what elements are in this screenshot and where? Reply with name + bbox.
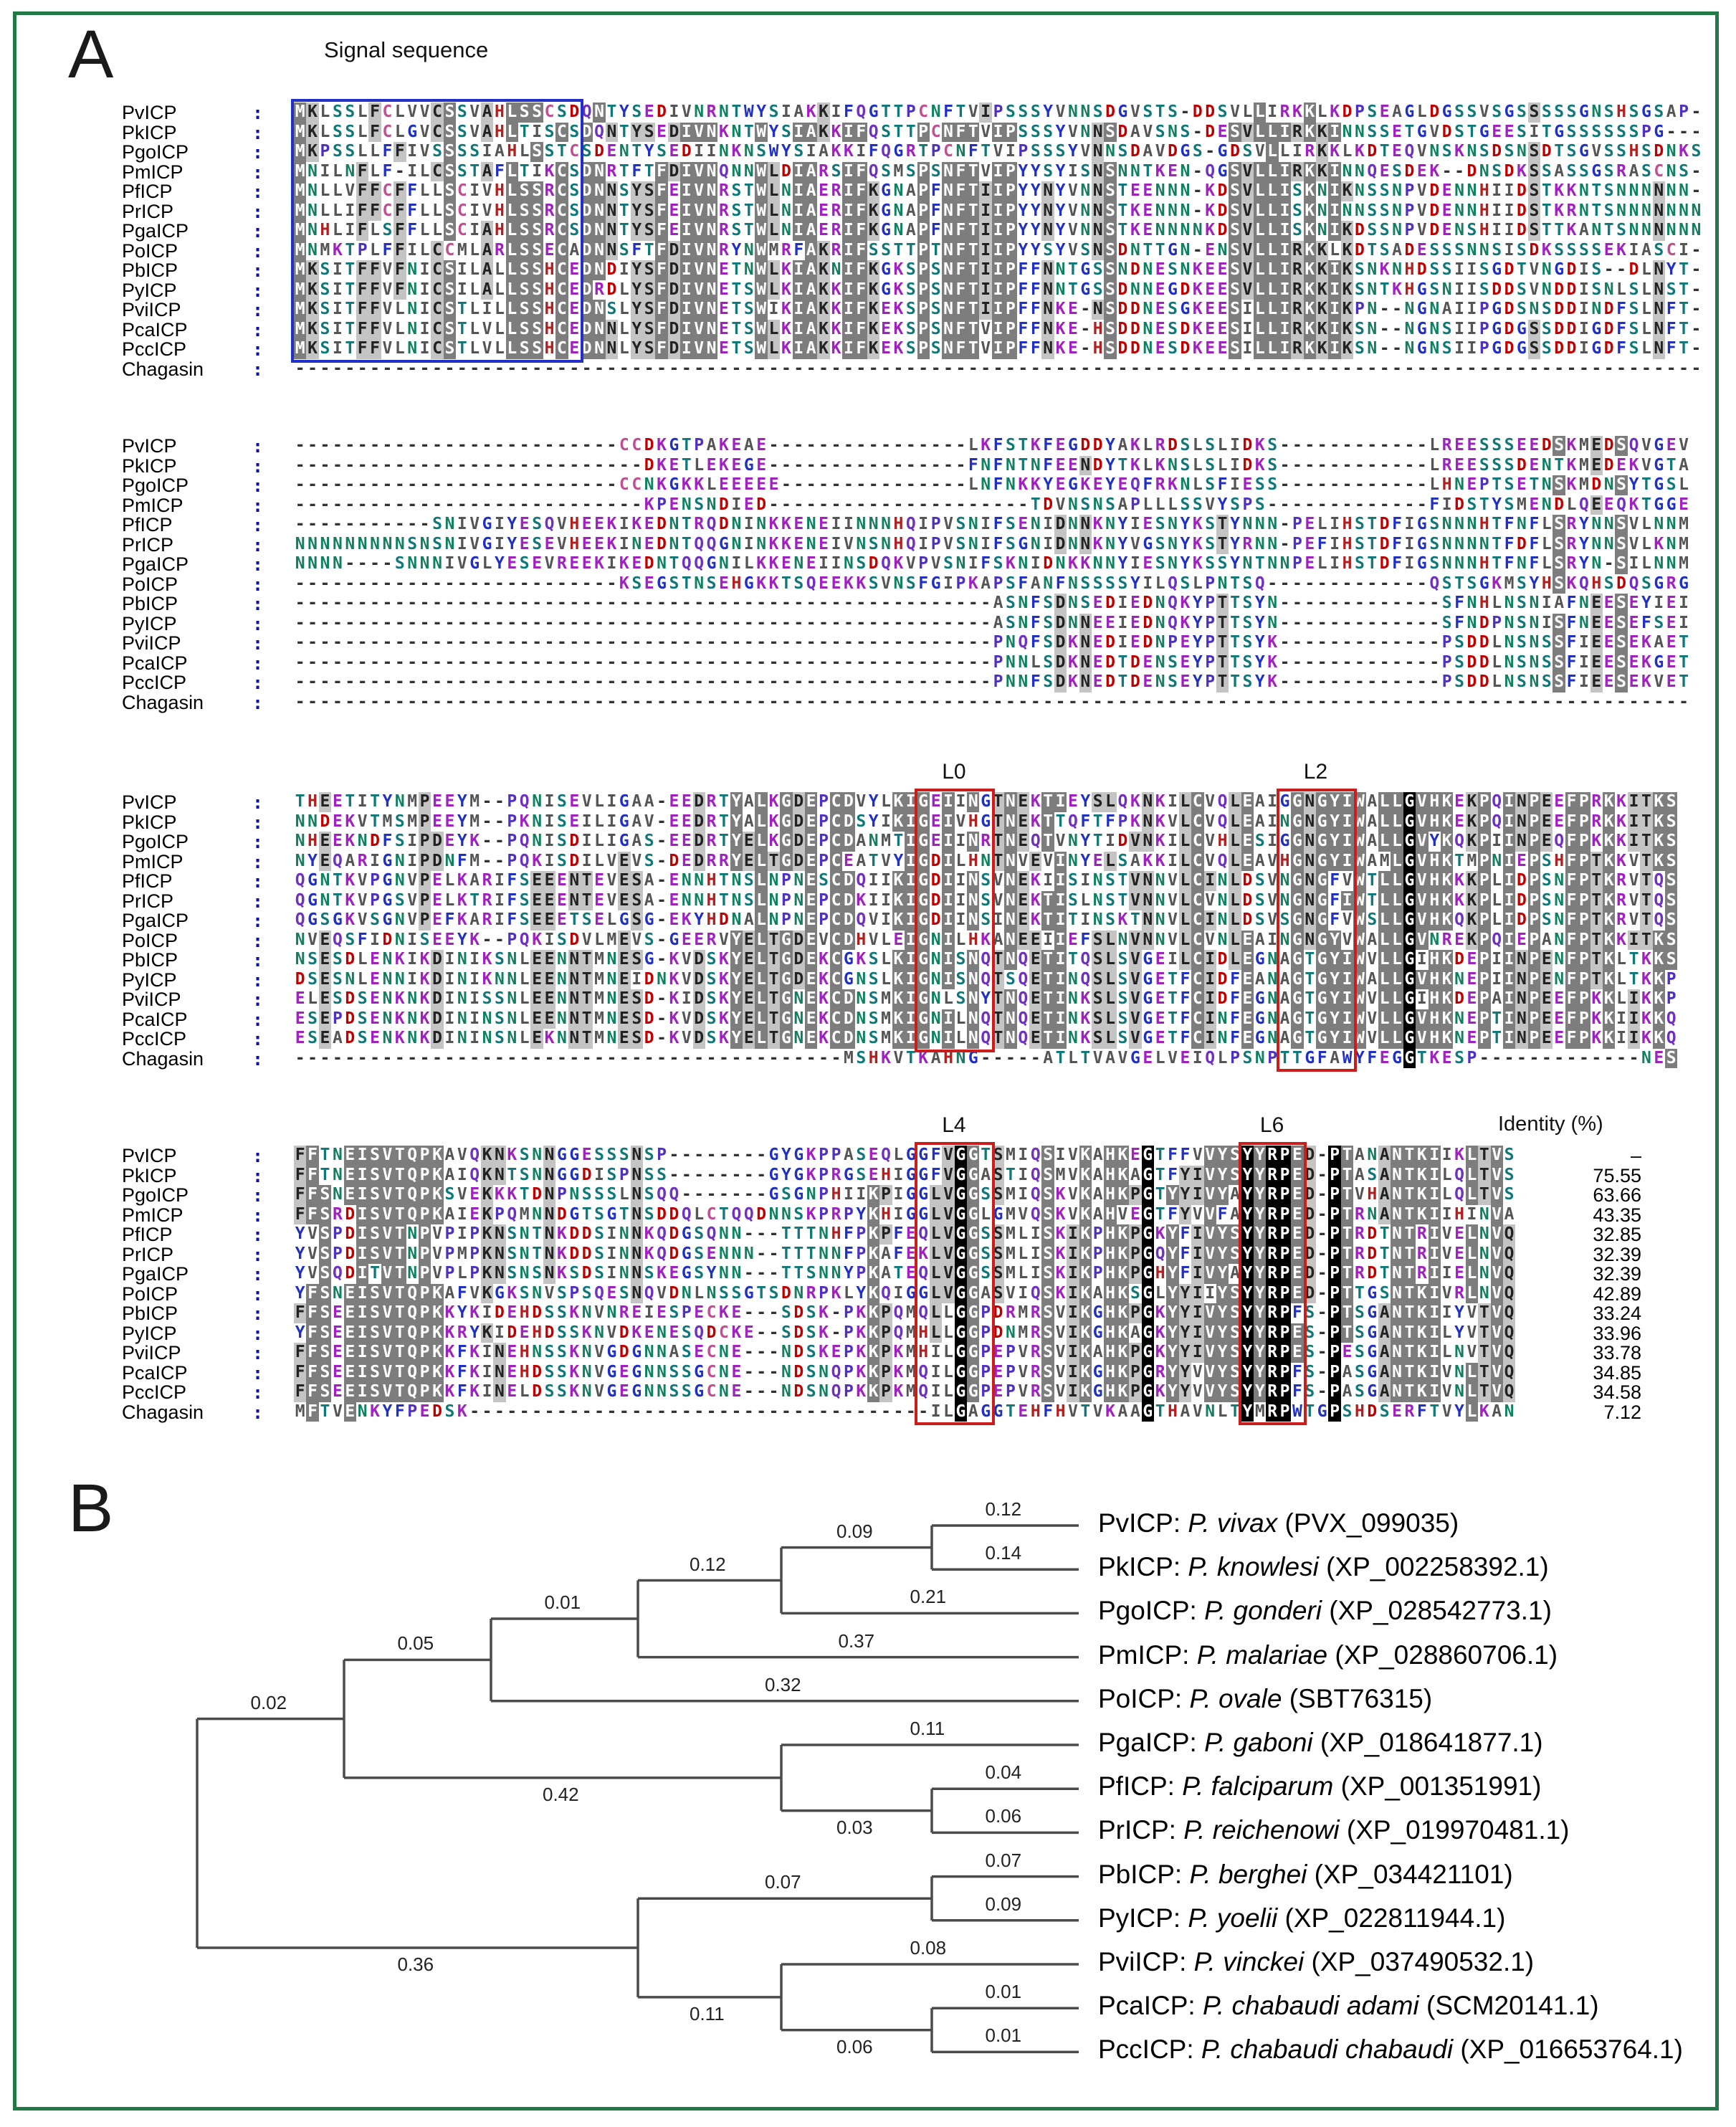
panel-b-letter: B [68,1470,114,1546]
leaf-id: PoICP: [1098,1683,1190,1713]
alignment-row-label: PkICP [122,455,177,477]
branch-length-label: 0.07 [985,1849,1022,1871]
alignment-row-label: PfICP [122,181,173,202]
identity-value: – [1630,1145,1641,1166]
identity-value: 33.96 [1593,1322,1641,1344]
L6-box [1239,1142,1307,1425]
alignment-row: - - - - - - - - - - - - - - - - - - - - - - - - - - - - - - - - - - - - - - - - - - - - M S H K V T K A H N G - - - - - A T L T V A V G E L V E I Q L P S N P T T G F A W Y F E G G T K E S P - - - - - - - - - - - - - N E S [295,1048,1677,1067]
alignment-row-label: PoICP [122,1283,178,1305]
row-colon: : [252,594,264,614]
alignment-row-label: PbICP [122,1303,178,1324]
alignment-row-label: PccICP [122,1028,187,1050]
branch-length-label: 0.11 [690,2002,725,2024]
branch-length-label: 0.08 [910,1937,947,1959]
row-colon: : [252,613,264,634]
alignment-row: Q G S G K V S G N V P E F K A R I F S E E E T S E L G S G - E K Y H D N A L N P N E P C D Q V I K I G D I I N S I N E K T I T I N S K T N N V L C I N L D S V S G N G F V W S L L G V H K Q K P L I D P S N F P T K R V T Q S [295,910,1677,929]
alignment-row: E S E P D S E N K N K D I N I N S N L E E N N T M N E S D - K V D S K Y E L T G N E K C D N S M K I G N I L N Q T N Q E T I N K S L S V G E T F C I N F E G N A G T G Y I W V L L G V H K N E P T I N P E E F P K K I I K K Q [295,1009,1677,1028]
tree-leaf-label [1098,1596,1552,1626]
row-colon: : [252,672,264,693]
alignment-row: - - - - - - - - - - - - - - - - - - - - - - - - - - C C D K G T P A K E A E - - - - - - - - - - - - - - - - L K F S T K F E G D D Y A K L R D S L S L I D K S - - - - - - - - - - - - L R E E S S S E E D S K M E D S Q V G E V [295,436,1689,455]
row-colon: : [252,495,264,516]
alignment-row-label: PmICP [122,161,183,183]
identity-value: 75.55 [1593,1164,1641,1186]
identity-value: 32.39 [1593,1243,1641,1265]
row-colon: : [252,221,264,242]
tree-leaf-label [1098,1815,1570,1845]
row-colon: : [252,1303,264,1324]
leaf-id: PfICP: [1098,1771,1183,1802]
alignment-row-label: Chagasin [122,691,204,713]
row-colon: : [252,1185,264,1206]
alignment-row: Y V S Q D I T V T N P V P L P K N S N S N K S D S I N N S K E G S Y N N - - - T T S N N Y P K A T E Q L V G G S S M L I S K I K P H K P G H Y F I V Y A Y Y R P E D - P T R D T N T R I I E L N V Q [295,1264,1515,1283]
alignment-row-label: PviICP [122,989,181,1010]
alignment-row-label: PviICP [122,632,181,654]
alignment-row: N Y E Q A R I G N I P D N F M - - P Q K I S D I L V E V S - D E D R R Y E L T G D E P C E A T V Y I G D I L H N T N V E V I N Y E L S A K K I L C V Q L E A V H G N G Y I W A M L G V H K T M P N I E P S H F P T K K V T K S [295,851,1677,870]
identity-value: 32.85 [1593,1224,1641,1245]
alignment-row: E S E A D S E N K N K D I N I N S N L E K N N T M N E S D - K V D S K Y E L T G N E K C D N S M K I G N I L N Q T N Q E T I N K S L S V G E T F C I N F E G N A G T G Y I W V L L G V H K N E P T I N P E E F P K K I I K K Q [295,1029,1677,1047]
leaf-species: P. yoelii [1188,1903,1278,1933]
identity-value: 33.24 [1593,1303,1641,1324]
row-colon: : [252,851,264,872]
row-colon: : [252,515,264,536]
leaf-accession: (XP_016653764.1) [1453,2035,1683,2065]
row-colon: : [252,1224,264,1245]
leaf-accession: (XP_019970481.1) [1339,1815,1570,1845]
tree-leaf-label [1098,2035,1683,2065]
row-colon: : [252,1146,264,1166]
branch-length-label: 0.01 [985,1981,1022,2003]
signal-sequence-label: Signal sequence [324,37,489,62]
leaf-id: PcaICP: [1098,1991,1203,2021]
alignment-row: D S E S N L E N N I K D I N I K N N L E E N N T M N E I D N K V D S K Y E L T G D E K C G N S L K I G N I S N Q T S Q E T I N Q S L S V G E T F C I D F E A N A G T G Y I W A L L G V H K N E P I I N P E N F P T K L T K K P [295,969,1677,989]
L0-box [915,789,995,1052]
branch-length-label: 0.01 [544,1591,581,1614]
leaf-id: PkICP: [1098,1552,1188,1582]
L0-box-label: L0 [942,760,966,784]
row-colon: : [252,122,264,143]
row-colon: : [252,812,264,833]
alignment-row-label: PcaICP [122,1361,188,1384]
row-colon: : [252,692,264,713]
alignment-row-label: PvICP [122,435,177,457]
row-colon: : [252,633,264,654]
leaf-id: PccICP: [1098,2035,1201,2065]
leaf-species: P. gonderi [1204,1596,1322,1626]
alignment-row: - - - - - - - - - - - - - - - - - - - - - - - - - - C C N K G K K L E E E E E - - - - - - - - - - - - - - - L N F N K K Y E G K E Y E Q F R K N L S F I E S S - - - - - - - - - - - - L H N E P T S E T N S K M D N S Y T G S L [295,475,1689,494]
alignment-row: M K S I T F F V L N I C S T L V L L S S H C E D N N L Y S F D I V N E T S W L K I A K K I F K E K S P S N F T V I P F F N K E - H S D D N E S D K E E S I L L I R K K I K S N - - N G N S I I P G D G S S D D I G D F S L N F T - [295,319,1702,338]
alignment-row: N V E Q S F I D N I S E E Y K - - P Q K I S D V L M E V S - G E E R V Y E L T G D E V C D H V L E I G N I L H K A N E E I I E F S L N V N N V L C V N L E A I N G N G Y V W A L L G V N R E K P Q I E P A N F P T K K I T K S [295,930,1677,949]
alignment-row: - - - - - - - - - - - - - - - - - - - - - - - - - - - - - - - - - - - - - - - - - - - - - - - - - - - - - - - - A S N F S D N S E D I E D N Q K Y P T T S Y N - - - - - - - - - - - - - S F N H L N S N I A F N E E S E Y I E I [295,594,1689,612]
row-colon: : [252,910,264,931]
alignment-row: F F T N E I S V T Q P K A V Q K N K S N N G G E S S S N S P - - - - - - - - G Y G K P P A S E Q L G G F V G G T S M I Q S I V K A H K E G T F F V V Y S Y Y R P E D - P T A N A N T K I I K L T V S [295,1146,1515,1164]
row-colon: : [252,319,264,341]
row-colon: : [252,930,264,951]
alignment-row: M K L S S L F C L V V C S S V A H L S S C S D Q N T Y S E D I V N R N T W Y S I A K K I F Q G T T P C N F T V I P S S S Y V N N S D G V S T S - D D S V L L I R K K L K D P S E A G L D G S S V S G S S S S S G N S H S G S A P - [295,103,1702,121]
row-colon: : [252,436,264,457]
row-colon: : [252,574,264,595]
alignment-row: - - - - - - - - - - - S N I V G I Y E S Q V H E E K I K E D N T R Q D N I N K K E N E I I N N N H Q I P V S N I F S E N I D N N K N Y I E S N Y K S T Y N N N - P E L I H S T D F I G S N N N H T F N F L S R Y N N S V L N N M [295,515,1689,533]
alignment-row: - - - - - - - - - - - - - - - - - - - - - - - - - - - - - - - - - - - - - - - - - - - - - - - - - - - - - - - - - - - - - - - - - - - - - - - - - - - - - - - - - - - - - - - - - - - - - - - - - - - - - - - - - - - - - - - - - [295,358,1702,378]
alignment-row: Y V S P D I S V T N P V P I P K N S N T N K D D S I N N K Q D G S Q N N - - - T T T N H F P K P F E Q L V G G S S M L I S K I K P H K P G K Y F I V Y S Y Y R P E D - P T R D T N T R I V E L N V Q [295,1224,1515,1243]
alignment-row-label: PgaICP [122,220,189,242]
alignment-row: N N D E K V T M S M P E E Y M - - P K N I S E I L I G A V - E E D R T Y A L K G D E P C D S Y I K I G E I V H G T N E K T T Q F T F P K N K V L C V Q L E A I N G N G Y I W A L L G V H K E K P Q I N P E E F P R K K I T K S [295,812,1677,831]
row-colon: : [252,1343,264,1364]
branch-length-label: 0.09 [836,1520,873,1542]
alignment-row-label: PcaICP [122,318,188,341]
alignment-row: - - - - - - - - - - - - - - - - - - - - - - - - - - - - - - - - - - - - - - - - - - - - - - - - - - - - - - - - A S N F S D N N E E I E D N Q K Y P T T S Y N - - - - - - - - - - - - - S F N D P N S N I S F N E E S E F S E I [295,613,1689,632]
alignment-row-label: PyICP [122,969,177,991]
alignment-row: M N L L V F F C F F L L S C I V H L S S R C S D N N S Y S F E I V N R S T W L N I A E R I F K G N A P F N F T I I P Y Y N Y V N N S T E E N N N - K D S V L L I S K N I K N S S N P V D E N N H I I D S T K K N T S N N N N N N - [295,181,1702,200]
identity-value: 33.78 [1593,1342,1641,1364]
identity-value: 32.39 [1593,1263,1641,1285]
branch-length-label: 0.42 [543,1783,579,1805]
branch-length-label: 0.12 [690,1553,726,1575]
branch-length-label: 0.02 [250,1691,287,1713]
alignment-row-label: Chagasin [122,1401,204,1423]
tree-leaf-label [1098,1508,1459,1538]
row-colon: : [252,832,264,852]
branch-length-label: 0.14 [985,1542,1022,1564]
row-colon: : [252,181,264,202]
alignment-row: M K P S S L L F F I V S S S S I A H L S S T C S D E N T Y S E D I I N K N S W Y S I A K K I F Q G R T P C N F T V I P S S S Y V N N S D A V D G S - G D S V L L I R K K L K D T E Q V N S K N S D S N S D T S G V S S H S D N K S [295,142,1702,161]
alignment-row: Y F S N E I S V T Q P K A F V K G K S N V S P S Q E S N Q V D N L N S S G T S D N R P K L Y K Q I G G L V G G A S V I Q S K I K A H K S G L Y Y I I Y S Y Y R P E D - P T T G S N T K I V R L N V Q [295,1283,1515,1303]
alignment-row: F F S E E I S V T Q P K K Y K I D E H D S S K N V N R E I E S P E C K E - - - S D S K - P K K P Q M Q L L G G P D R M R S V I K G H K P G K Y Y I V Y S Y Y R P F S - P T S G A N T K I I Y V T V Q [295,1303,1515,1322]
row-colon: : [252,103,264,123]
leaf-species: P. vinckei [1193,1947,1305,1976]
branch-length-label: 0.07 [765,1871,801,1893]
leaf-id: PyICP: [1098,1903,1188,1933]
alignment-row-label: PgaICP [122,1263,189,1285]
row-colon: : [252,890,264,912]
alignment-row-label: PccICP [122,672,187,693]
identity-value: 34.58 [1593,1381,1641,1403]
alignment-row: M K S I T F F V F N I C S I L A L L S S H C E D N D I Y S F D I V N E T N W L K I A K N I F K G K S P S N F T I I P F F N N T G S S N D N E S N K E E S V L L I R K K I K S N K N H D S S I I S G D T V N G D I S - - D L N Y T - [295,260,1702,279]
alignment-row-label: PbICP [122,949,178,971]
alignment-row-label: PfICP [122,514,173,536]
alignment-row: F F S E E I S V T Q P K K F K I N E H N S S K N V G D G N N A S E C N E - - - N D S K E P K K P K M H I L G G P E P V R S V I K A H K P G K Y Y I V Y S Y Y R P E S - P E S G A N T K I L N V T V Q [295,1343,1515,1361]
alignment-row: - - - - - - - - - - - - - - - - - - - - - - - - - - - - - - - - - - - - - - - - - - - - - - - - - - - - - - - - P N Q F S D K N E D I E D N P E Y P T T S Y K - - - - - - - - - - - - - P S D D L N S N S S F I E E S E K A E T [295,633,1689,652]
L4-box [915,1142,995,1425]
identity-value: 43.35 [1593,1204,1641,1226]
alignment-row-label: PkICP [122,1164,177,1186]
branch-length-label: 0.37 [838,1629,875,1652]
row-colon: : [252,534,264,556]
alignment-row: - - - - - - - - - - - - - - - - - - - - - - - - - - - - - - - - - - - - - - - - - - - - - - - - - - - - - - - - P N N L S D K N E D T D E N S E Y P T T S Y K - - - - - - - - - - - - - P S D D L N S N S S F I E E S E K G E T [295,652,1689,672]
alignment-row: Y F S E E I S V T Q P K K R Y K I D E H D S S K N V D K E N E S Q D C K E - - S D S K - P K K P Q M H L L G G P D N M R S V I K G H K A G K Y Y I V Y S Y Y R P E S - P T S G A N T K I L Y V T V Q [295,1323,1515,1342]
branch-length-label: 0.04 [985,1761,1022,1784]
alignment-row-label: PvICP [122,791,177,813]
alignment-row-label: PgoICP [122,475,189,496]
tree-leaf-label [1098,1640,1558,1670]
row-colon: : [252,1029,264,1050]
leaf-species: P. chabaudi adami [1203,1991,1419,2021]
alignment-row-label: PyICP [122,612,177,634]
alignment-row: M K L S S L F C L G V C S S V A H L T I S C S D Q N T Y S E D I V N K N T W Y S I A K K I F Q S T T P C N F T V I P S S S Y V N N S D A V S N S - D E S V L L I R K K I N N S S E T G V D S T G E E S I T G S S S S S S P G - - - [295,122,1702,141]
leaf-id: PvICP: [1098,1508,1188,1538]
branch-length-label: 0.06 [836,2035,873,2057]
alignment-row-label: Chagasin [122,1047,204,1070]
alignment-row: - - - - - - - - - - - - - - - - - - - - - - - - - - - - - - - - - - - - - - - - - - - - - - - - - - - - - - - - - - - - - - - - - - - - - - - - - - - - - - - - - - - - - - - - - - - - - - - - - - - - - - - - - - - - - - - - [295,692,1689,711]
leaf-species: P. malariae [1196,1640,1328,1670]
branch-length-label: 0.05 [397,1632,434,1655]
branch-length-label: 0.11 [910,1718,945,1739]
alignment-row-label: PkICP [122,811,177,833]
alignment-row-label: PrICP [122,200,174,222]
alignment-row: M N I L N F L F - I L C S S T A F L T I K C S D N R T F T F D I V N Q N N W L D I A R S I F Q S M S P S N F T V I P Y Y S Y I S N S N N T K E N - Q G S V L L I R K K I N N Q E S D E K - - D N S D K S S A S S G S R A S C N S - [295,161,1702,181]
leaf-accession: (SCM20141.1) [1418,1991,1599,2021]
row-colon: : [252,240,264,262]
row-colon: : [252,554,264,575]
row-colon: : [252,1323,264,1344]
alignment-row-label: PcaICP [122,1008,188,1030]
identity-value: 34.85 [1593,1361,1641,1384]
row-colon: : [252,300,264,320]
row-colon: : [252,989,264,1010]
leaf-species: P. gaboni [1204,1728,1313,1757]
alignment-row-label: PyICP [122,279,177,301]
alignment-row: N S E S D L E N K I K D I N I K S N L E E N N T M N E S G - K V D S K Y E L T G D E K C G K S L K I G N I S N Q T N Q E T I T Q S L S V G E I L C I D L E G N A G T G Y I W V L L G I H K D E P I I N P E N F P T K L T K K S [295,950,1677,969]
row-colon: : [252,358,264,380]
L4-box-label: L4 [942,1113,966,1137]
tree-leaf-label [1098,1991,1599,2021]
alignment-row: E L E S D S E N K N K D I N I S S N L E E N N T M N E S D - K I D S K Y E L T G N E K C D N S M K I G N L S N Y T N Q E T I N K S L S V G E T F C I D F E G N A G T G Y I W V L L G I H K D E P A I N P E E F P K K L I K K P [295,989,1677,1008]
alignment-row: M F T V E N K Y F P E D S K - - - - - - - - - - - - - - - - - - - - - - - - - - - - - - - - - - - - - I L G A G G T E H F H V T V K A A G T H A V N L T Y M R P W T G P S H D S E R F T V Y L K A N [295,1402,1515,1421]
tree-leaf-label [1098,1684,1432,1714]
branch-length-label: 0.09 [985,1893,1022,1915]
leaf-id: PgoICP: [1098,1596,1205,1626]
row-colon: : [252,1165,264,1186]
row-colon: : [252,1382,264,1403]
alignment-row-label: PbICP [122,260,178,281]
row-colon: : [252,1009,264,1030]
branch-length-label: 0.32 [765,1673,801,1695]
row-colon: : [252,201,264,222]
alignment-row: N N N N - - - - S N N N I V G L Y E S E V R E E K I K E D N T Q Q G N I L K K E N E I I N S D Q K V P V S N I F S K N I D N K K N N Y I E S N Y K S S Y N T N N P E L I H S T D F I G S N N N H T F N F L S R Y N - S I L N N M [295,554,1689,573]
alignment-row-label: PcaICP [122,652,188,674]
row-colon: : [252,950,264,971]
alignment-row: F F S N E I S V T Q P K S V E K K K T D N P N S S S L N S Q Q - - - - - - - G S G N P H I I K P I G G L V G G S S M I Q S K V K A H K P G T Y Y I V Y A Y Y R P E D - P T V H A N T K I L Q L T V S [295,1185,1515,1204]
tree-leaf-label [1098,1771,1541,1802]
alignment-row-label: PccICP [122,1381,187,1403]
alignment-row-label: PyICP [122,1322,177,1344]
alignment-row-label: PrICP [122,1243,174,1265]
leaf-accession: (PVX_099035) [1277,1508,1459,1538]
alignment-row-label: PccICP [122,338,187,360]
row-colon: : [252,1048,264,1070]
alignment-row: F F S E E I S V T Q P K K F K I N E H D S S K N V G E G N N S S G C N E - - - N D S N Q P K K P K M Q I L G G P E P V R S V I K G H K P G R Y Y V V Y S Y Y R P F S - P A S G A N T K I V N L T V Q [295,1362,1515,1381]
alignment-row: - - - - - - - - - - - - - - - - - - - - - - - - - - - - K P E N S N D I E D - - - - - - - - - - - - - - - - - - - - - T D V N S N S A P L L L S S V Y S P S - - - - - - - - - - - - - F I D S T Y S M E N D L Q E E Q K T G G E [295,495,1689,514]
leaf-accession: (XP_028860706.1) [1327,1640,1558,1670]
alignment-row: F F S E E I S V T Q P K K F K I N E L D S S K N V G E G N N S S G C N E - - - N D S N Q P K K P K M Q I L G G P E P V R S V I K G H K P G K Y Y V V Y S Y Y R P F S - P A S G A N T K I V N L T V Q [295,1382,1515,1401]
alignment-row-label: PoICP [122,573,178,595]
row-colon: : [252,260,264,281]
row-colon: : [252,280,264,301]
alignment-row-label: PgoICP [122,141,189,163]
alignment-row: N N N N N N N N N S N S N I V G I Y E S E V H E E K I N E D N T Q Q G N I N K K E N E I V N S N H Q I P V S N I F S G N I D N N K N Y V G S N Y K S T Y R N N - P E F I H S T D F I G S N N N N T F D F L S R Y N N S V L K N M [295,534,1689,553]
leaf-id: PviICP: [1098,1947,1194,1976]
leaf-species: P. knowlesi [1188,1552,1319,1582]
alignment-row-label: PvICP [122,102,177,123]
L6-box-label: L6 [1259,1113,1284,1137]
alignment-row: N H E E K N D F S I P D E Y K - - P Q N I S D I L I G A S - E E D R T Y E L K G D E P C D A N M T I G E I I N R T N E Q T V N Y T I D V N K I L C V H L E S I G G N G Y I W A L L G V Y K Q K P I I N P E Q F P K K K I T K S [295,832,1677,850]
alignment-row-label: PviICP [122,299,181,320]
L2-box-label: L2 [1303,760,1328,784]
alignment-row-label: PkICP [122,121,177,143]
leaf-accession: (SBT76315) [1282,1683,1433,1713]
tree-leaf-label [1098,1947,1534,1977]
alignment-row-label: PbICP [122,593,178,614]
row-colon: : [252,161,264,183]
identity-value: 63.66 [1593,1184,1641,1206]
alignment-row-label: Chagasin [122,358,204,380]
leaf-accession: (XP_002258392.1) [1318,1552,1549,1582]
alignment-row-label: PoICP [122,929,178,951]
alignment-row-label: PgoICP [122,831,189,852]
alignment-row-label: PfICP [122,870,173,892]
alignment-row-label: PmICP [122,1204,183,1226]
leaf-accession: (XP_018641877.1) [1312,1728,1543,1757]
tree-leaf-label [1098,1728,1543,1758]
alignment-row: M N H L I F L S F F L L S C I A H L S S R C S D N N T Y S F E I V N R S T W L N I A E R I F K G N A P F N F T I I P Y Y N Y V N N S T K E N N N N K D S V L L I S K N I K D S S N P V D E N S H I I D S T T K A N T S N N N N N N [295,221,1702,239]
branch-length-label: 0.01 [985,2024,1022,2047]
leaf-id: PrICP: [1098,1815,1184,1845]
alignment-row: F F S R D I S V T Q P K A I E K P Q M N N D G T S G T N S D D Q L C T Q Q D N N S K P R P Y K H I G G L V G G L G M V Q S K V K A H V E G T F Y V V F A Y Y R P E D - P T R N A N T K I I H I N V A [295,1204,1515,1224]
row-colon: : [252,475,264,496]
signal-sequence-box [291,99,583,363]
row-colon: : [252,1264,264,1285]
leaf-id: PgaICP: [1098,1728,1205,1757]
leaf-accession: (XP_001351991) [1333,1771,1542,1802]
alignment-row: - - - - - - - - - - - - - - - - - - - - - - - - - - K S E G S T N S E H G K K T S Q E E K K S V N S F G I P K A P S F A N F N S S S S Y I L Q S L P N T S Q - - - - - - - - - - - - - Q S T S G K M S Y H S K Q H S D Q S G R G [295,574,1689,593]
tree-leaf-label [1098,1860,1513,1890]
leaf-species: P. berghei [1189,1859,1307,1889]
alignment-row-label: PrICP [122,890,174,912]
alignment-row: - - - - - - - - - - - - - - - - - - - - - - - - - - - - - - - - - - - - - - - - - - - - - - - - - - - - - - - - P N N F S D K N E D T D E N S E Y P T T S Y K - - - - - - - - - - - - - P S D D L N S N S S F I E E S E K V E T [295,672,1689,691]
tree-leaf-label [1098,1552,1549,1582]
row-colon: : [252,142,264,163]
tree-leaf-label [1098,1903,1505,1933]
row-colon: : [252,1204,264,1226]
row-colon: : [252,792,264,813]
row-colon: : [252,1402,264,1423]
leaf-species: P. reichenowi [1183,1815,1340,1845]
leaf-species: P. falciparum [1182,1771,1334,1802]
leaf-species: P. ovale [1189,1683,1282,1713]
identity-header: Identity (%) [1498,1113,1603,1136]
alignment-row: M N L L I F F C F F L L S C I V H L S S R C S D N N T Y S F E I V N R S T W L N I A E R I F K G N A P F N F T I I P Y Y N Y V N N S T K E N N N - K D S V L L I S K N I N N S S N P V D E N N H I I D S T K R N T S N N N N N N N [295,201,1702,220]
alignment-row-label: PoICP [122,239,178,262]
alignment-row: M K S I T F F V F N I C S I L A L L S S H C E D R D L Y S F D I V N E T S W L K I A K K I F K G K S P S N F T I I P F F N N T G S S D N N E G D K E E S V L L I R K K I K S N T K H G S N I I S D D S V N D D I S N L S L N S T - [295,280,1702,299]
leaf-accession: (XP_037490532.1) [1304,1947,1535,1976]
branch-length-label: 0.36 [397,1954,434,1976]
alignment-row: Q G N T K V P G S V P E L K T R I F S E E E N T E V E S A - E N N H T N S L N P N E P C D K I I K I G D I I N S V N E K T I S L N S T V N N V L C V N L D S V N G N G F I W T L L G V H K K K P L I D P S N F P T K R V T Q S [295,890,1677,910]
alignment-row-label: PvICP [122,1145,177,1166]
branch-length-label: 0.21 [910,1586,947,1608]
row-colon: : [252,969,264,991]
alignment-row-label: PgoICP [122,1184,189,1206]
L2-box [1277,789,1357,1072]
leaf-accession: (XP_028542773.1) [1321,1596,1552,1626]
alignment-row-label: PrICP [122,533,174,556]
row-colon: : [252,652,264,674]
row-colon: : [252,1362,264,1384]
alignment-row: - - - - - - - - - - - - - - - - - - - - - - - - - - - - D K E T L E K E G E - - - - - - - - - - - - - - - - F N F N T N F E E N D Y T K L K N S L S L I D K S - - - - - - - - - - - - L R E E S S S D E N T K M E D E K V G T A [295,455,1689,475]
alignment-row-label: PgaICP [122,910,189,931]
alignment-row-label: PfICP [122,1224,173,1245]
panel-a-letter: A [68,16,114,92]
row-colon: : [252,339,264,360]
leaf-id: PmICP: [1098,1640,1197,1670]
alignment-row-label: PmICP [122,850,183,872]
identity-value: 7.12 [1603,1401,1641,1423]
alignment-row: F F T N E I S V T Q P K A I Q K N T S N N G G D I S P N S S - - - - - - - - G Y G K P R G S E H I G G F V G G A S T I Q S M V K A H K A G T F Y I V Y S Y Y R P E D - P T A S A N T K I L Q L T V S [295,1165,1515,1184]
alignment-row-label: PviICP [122,1342,181,1364]
alignment-row-label: PgaICP [122,553,189,575]
leaf-id: PbICP: [1098,1859,1190,1889]
alignment-row: Q G N T K V P G N V P E L K A R I F S E E E N T E V E S A - E N N H T N S L N P N E S C D Q I I K I G D I I N S V N E K I I S I N S T V N N V L C I N L D S V N G N G F V W T L L G V H K K K P L I D P S N F P T K R V T Q S [295,871,1677,890]
alignment-row: M K S I T F F V L N I C S T L V L L S S H C E D N N L Y S F D I V N E T S W L K I A K K I F K E K S P S N F T V I P F F N K E - H S D D N E S D K E E S I L L I R K K I K S N - - N G N S I I P G D G S S D D I G D F S L N F T - [295,339,1702,358]
row-colon: : [252,871,264,892]
branch-length-label: 0.03 [836,1816,873,1838]
leaf-species: P. vivax [1188,1508,1278,1538]
leaf-accession: (XP_034421101) [1307,1859,1513,1889]
row-colon: : [252,1244,264,1265]
alignment-row: T H E E T I T Y N M P E E Y M - - P Q N I S E V L I G A A - E E D R T Y A L K G D E P C D V Y L K I G E I I N G T N E K T I E Y S L Q K N K I L C V Q L E A I G G N G Y I W A L L G V H K E K P Q I N P E E F P R K K I T K S [295,792,1677,811]
leaf-species: P. chabaudi chabaudi [1201,2035,1454,2065]
alignment-row: Y V S P D I S V T N P V P M P K N S N T N K D D S I N N K Q D G S E N N N - - T T T N N F P K A F E K L V G G S S M L I S K I K P H K P G Q Y F I V Y S Y Y R P E D - P T R D T N T R I V E L N V Q [295,1244,1515,1263]
alignment-row-label: PmICP [122,494,183,516]
leaf-accession: (XP_022811944.1) [1277,1903,1506,1933]
row-colon: : [252,455,264,477]
branch-length-label: 0.06 [985,1805,1022,1827]
alignment-row: M N M K T P L F F I L C C M L A R L S S E C A D N N S F T F D I V N R Y N W M R F A K R I F S S T T P T N F T I I P Y Y S Y V S N S D N T T G N - E N S V L L I R K K L K D T S A D E S S S N N S I S D K S S S S E K I A S C I - [295,240,1702,260]
alignment-row: M K S I T F F V L N I C S T L I L L S S H C E D N S L Y S F D I V N E T S W I K I A K K I F K E K S P S N F T I I P F F N K E - N S D D N E S G K E E S I L L I R K K I K P N - - N G N A I I P G D S N S D D I N D F S L N F T - [295,300,1702,318]
branch-length-label: 0.12 [985,1498,1022,1520]
row-colon: : [252,1283,264,1305]
identity-value: 42.89 [1593,1283,1641,1305]
